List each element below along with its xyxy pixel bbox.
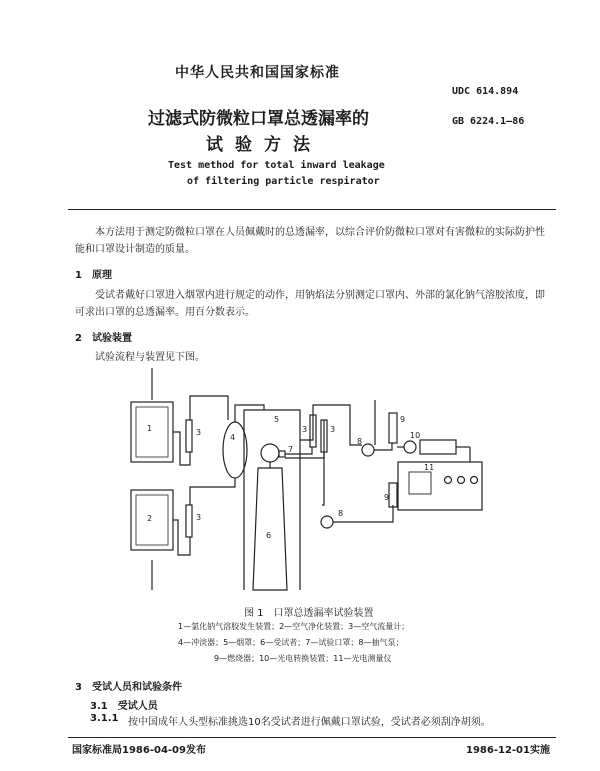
flowmeter-1 bbox=[186, 420, 192, 452]
burner-2 bbox=[389, 483, 397, 507]
photoelectric-meter bbox=[398, 462, 482, 510]
section-2-heading: 2 试验装置 bbox=[75, 333, 132, 344]
figure-legend-line2: 4—冲淡器；5—烟罩；6—受试者；7—试验口罩；8—抽气泵； bbox=[178, 638, 404, 647]
flowmeter-2 bbox=[186, 505, 192, 537]
respirator bbox=[279, 451, 285, 457]
udc-number: UDC 614.894 bbox=[452, 86, 519, 97]
figure-legend-line3: 9—燃烧器；10—光电转换装置；11—光电测量仪 bbox=[214, 654, 392, 663]
test-subject-head bbox=[261, 444, 279, 462]
label-6: 6 bbox=[266, 531, 272, 540]
standard-title: 中华人民共和国国家标准 bbox=[175, 65, 340, 81]
burner-1 bbox=[389, 413, 397, 443]
document-title-line1: 过滤式防微粒口罩总透漏率的 bbox=[148, 109, 369, 129]
section-1-heading: 1 原理 bbox=[75, 270, 112, 281]
label-11: 11 bbox=[424, 463, 435, 472]
label-3a: 3 bbox=[196, 428, 202, 437]
figure-legend-line1: 1—氯化钠气溶胶发生装置；2—空气净化装置；3—空气流量计； bbox=[178, 622, 410, 631]
label-3b: 3 bbox=[196, 513, 202, 522]
label-3c: 3 bbox=[302, 425, 308, 434]
label-2: 2 bbox=[147, 514, 153, 523]
issue-date: 国家标准局1986-04-09发布 bbox=[72, 745, 206, 756]
section-3-1-1-number: 3.1.1 bbox=[90, 713, 119, 724]
effective-date: 1986-12-01实施 bbox=[466, 745, 550, 756]
section-3-heading: 3 受试人员和试验条件 bbox=[75, 682, 182, 693]
figure-caption: 图 1 口罩总透漏率试验装置 bbox=[244, 608, 374, 619]
footer-divider bbox=[68, 737, 556, 738]
label-7: 7 bbox=[288, 445, 294, 454]
english-title-line2: of filtering particle respirator bbox=[187, 176, 380, 187]
photoelectric-converter bbox=[404, 441, 416, 453]
section-3-1-heading: 3.1 受试人员 bbox=[90, 701, 158, 712]
suction-pump-2 bbox=[321, 516, 333, 528]
label-4: 4 bbox=[230, 433, 236, 442]
label-9b: 9 bbox=[384, 493, 390, 502]
english-title-line1: Test method for total inward leakage bbox=[168, 160, 385, 171]
label-8a: 8 bbox=[357, 437, 363, 446]
test-subject-body bbox=[253, 468, 287, 590]
section-2-text: 试验流程与装置见下图。 bbox=[95, 352, 205, 363]
document-title-line2: 试验方法 bbox=[206, 135, 322, 155]
label-1: 1 bbox=[147, 424, 153, 433]
label-8b: 8 bbox=[338, 509, 344, 518]
label-3d: 3 bbox=[330, 425, 336, 434]
label-9a: 9 bbox=[400, 415, 406, 424]
section-1-text: 受试者戴好口罩进入烟罩内进行规定的动作，用钠焰法分别测定口罩内、外部的氯化钠气溶胶浓度，即可求出口罩的总透漏率。用百分数表示。 bbox=[75, 290, 545, 318]
label-10: 10 bbox=[410, 431, 421, 440]
smoke-hood bbox=[244, 410, 300, 590]
intro-paragraph: 本方法用于测定防微粒口罩在人员佩戴时的总透漏率，以综合评价防微粒口罩对有害微粒的实际防护性能和口罩设计制造的质量。 bbox=[75, 227, 545, 255]
section-3-1-1-text: 按中国成年人头型标准挑选10名受试者进行佩戴口罩试验，受试者必须刮净胡须。 bbox=[128, 717, 491, 728]
suction-pump-1 bbox=[362, 444, 374, 456]
gb-number: GB 6224.1—86 bbox=[452, 116, 525, 127]
label-5: 5 bbox=[274, 415, 280, 424]
